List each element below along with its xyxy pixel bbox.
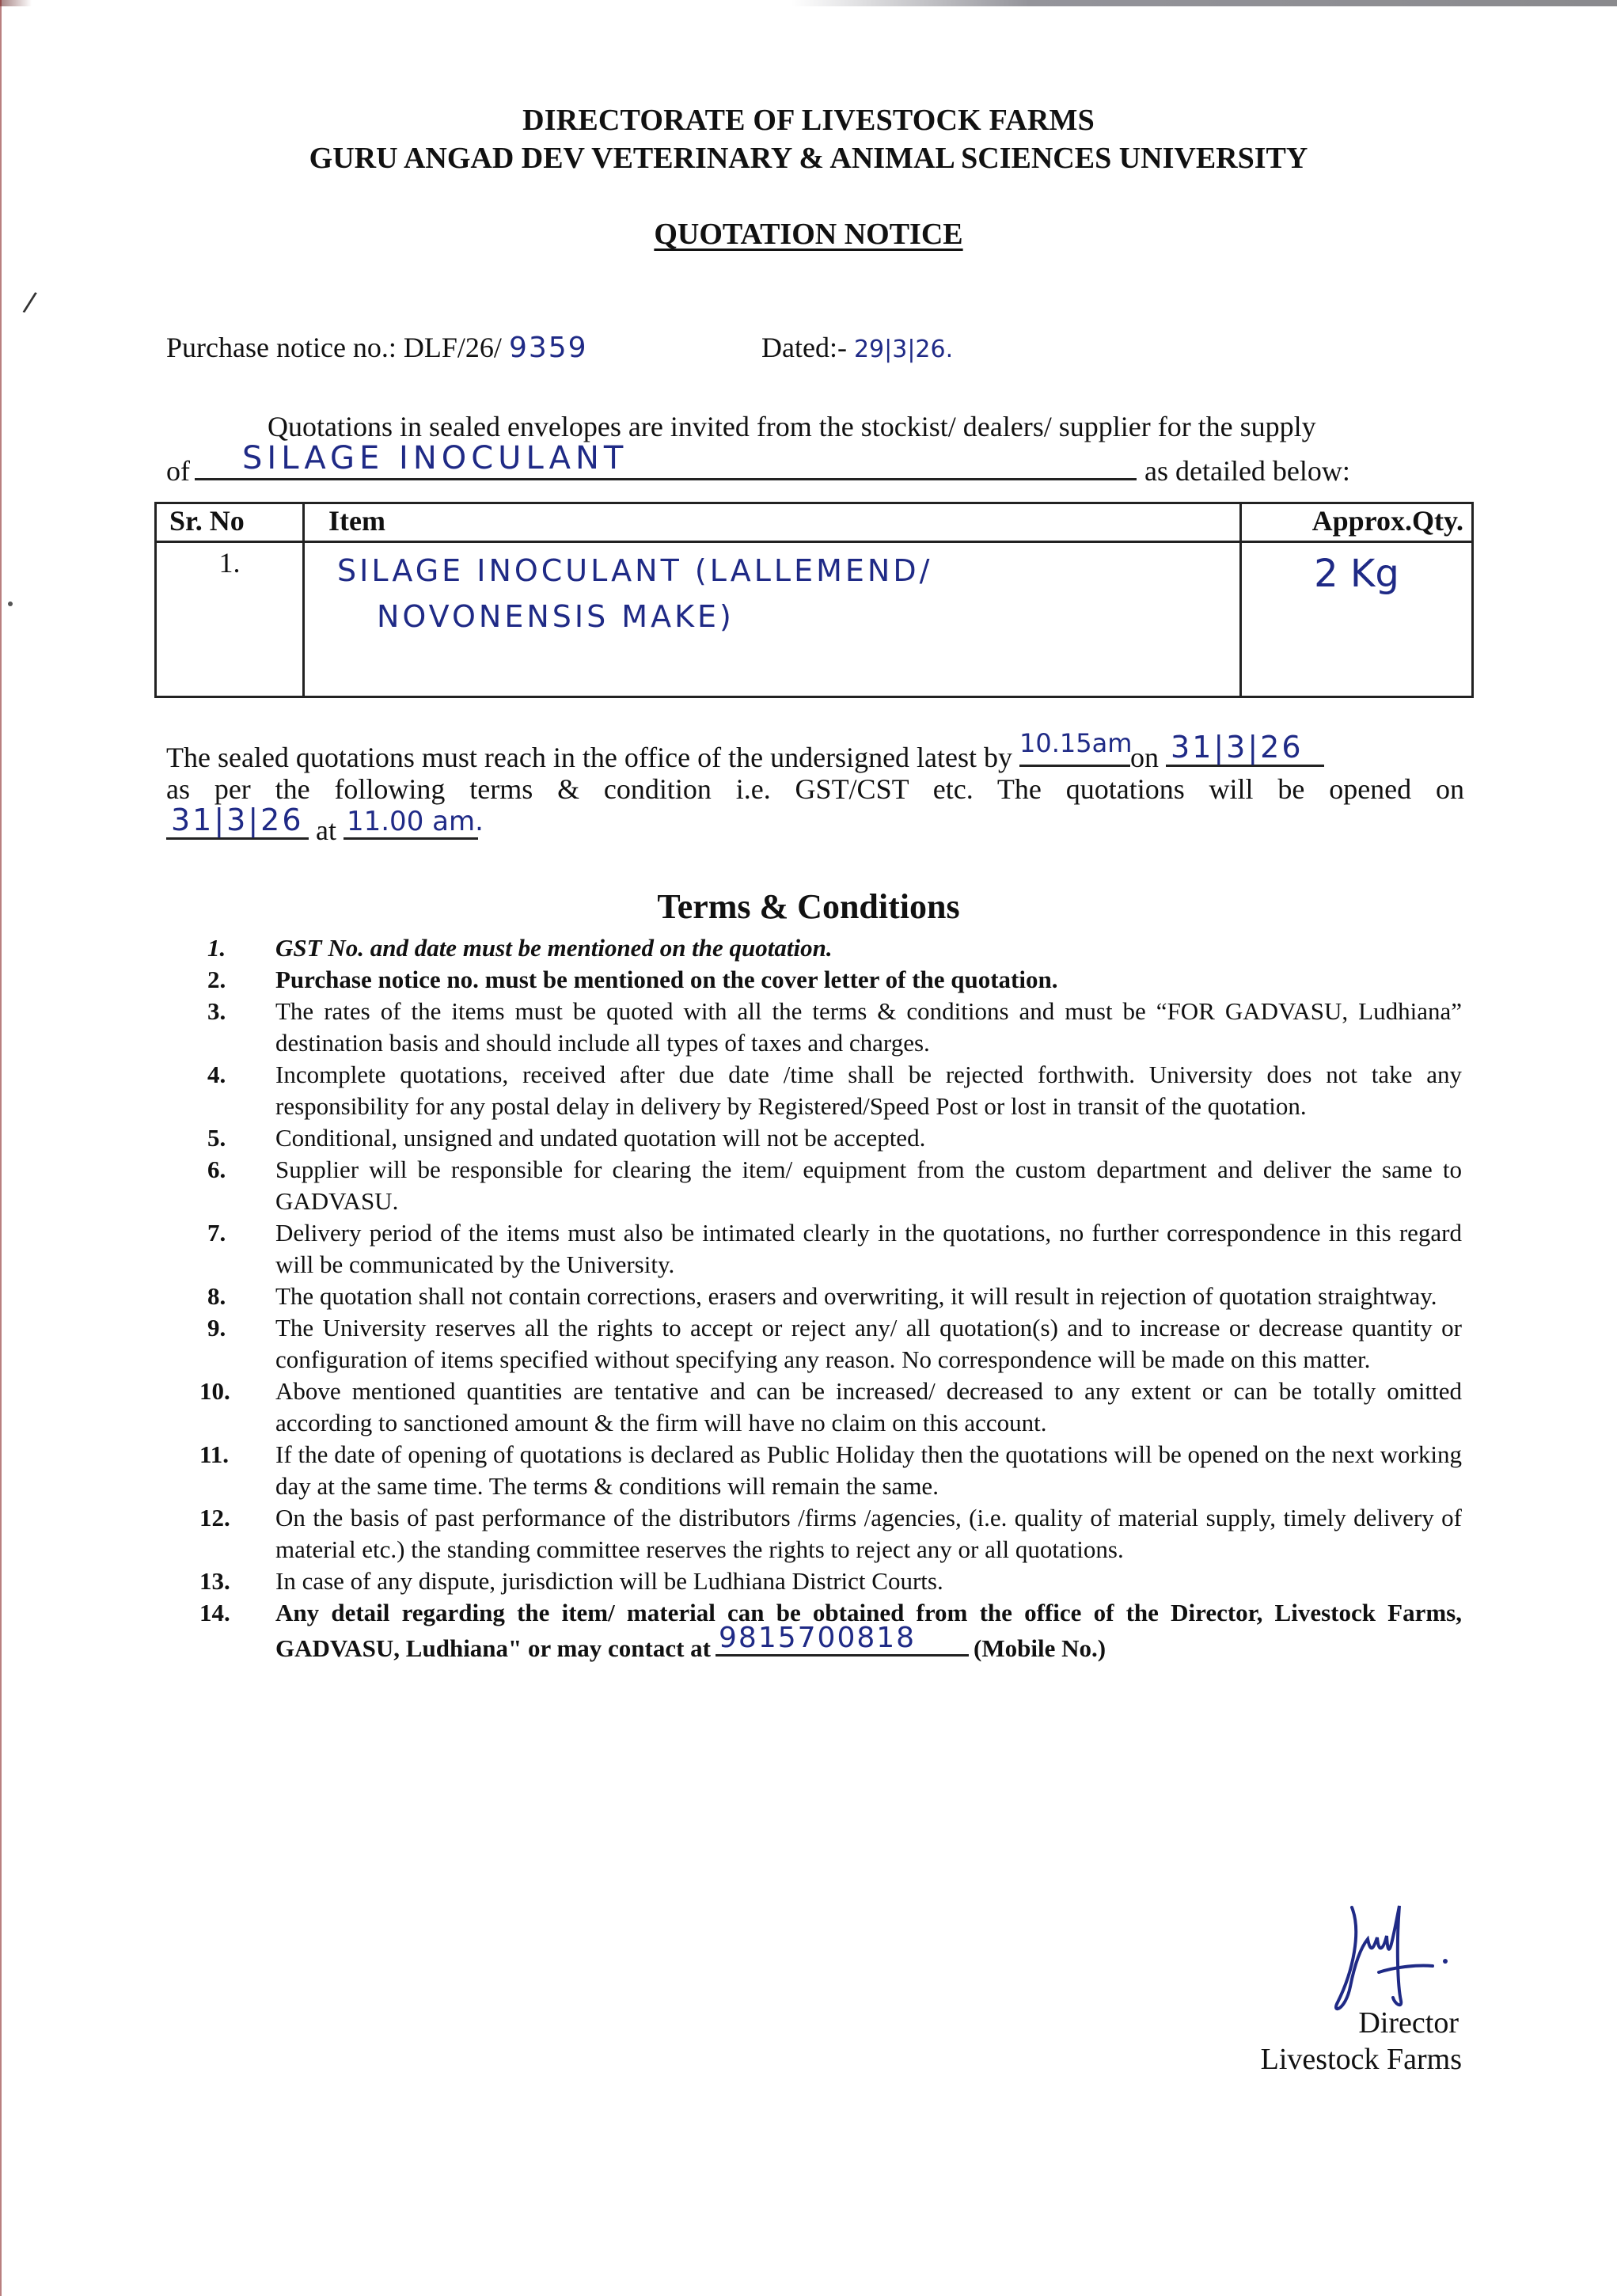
term-text: GST No. and date must be mentioned on the quotation. [275, 934, 833, 962]
header-university: GURU ANGAD DEV VETERINARY & ANIMAL SCIENCES UNIVERSITY [309, 142, 1308, 175]
supply-of-line [166, 440, 1350, 488]
term-number: 11. [199, 1440, 230, 1468]
term-item [199, 1217, 1462, 1281]
dated-label: Dated:- [761, 332, 847, 363]
deadline-time-value: 10.15am [1019, 728, 1133, 758]
term-item [199, 1281, 1462, 1312]
column-sr-no: Sr. No [156, 503, 304, 542]
term-item [199, 932, 1462, 964]
stray-pen-mark: / [21, 286, 39, 319]
signatory-office: Livestock Farms [1260, 2043, 1462, 2076]
term-text: Above mentioned quantities are tentative and can be increased/ decreased to any extent or can be totally omitted according to sanctioned amount & the firm will have no claim on this account. [275, 1377, 1462, 1436]
deadline-line-1 [166, 728, 1324, 774]
column-item: Item [304, 503, 1241, 542]
term-number: 1. [207, 934, 226, 962]
term-text: The University reserves all the rights to accept or reject any/ all quotation(s) and to increase or decrease quantity or configuration of items specified without specifying any reason. No correspondence will be made on this matter. [275, 1314, 1462, 1373]
term-text: Supplier will be responsible for clearing the item/ equipment from the custom department and deliver the same to GADVASU. [275, 1156, 1462, 1215]
cell-sr-no: 1. [156, 542, 304, 697]
term-number: 2. [207, 966, 226, 993]
notice-title [0, 217, 1617, 252]
cell-qty [1241, 542, 1473, 697]
term-number: 5. [207, 1124, 226, 1152]
terms-title: Terms & Conditions [657, 887, 960, 926]
header-directorate: DIRECTORATE OF LIVESTOCK FARMS [522, 104, 1095, 137]
term-number: 3. [207, 997, 226, 1025]
items-table-header [156, 503, 1473, 542]
term-text: Purchase notice no. must be mentioned on the cover letter of the quotation. [275, 966, 1058, 993]
term-item [199, 1565, 1462, 1597]
stray-dot-mark [8, 602, 13, 606]
column-approx-qty: Approx.Qty. [1241, 503, 1473, 542]
at-label: at [316, 814, 336, 846]
term-number: 12. [199, 1504, 230, 1531]
term-item [199, 1154, 1462, 1217]
cell-item [304, 542, 1241, 697]
table-row [156, 542, 1473, 697]
term-text: Delivery period of the items must also be intimated clearly in the quotations, no further correspondence in this regard will be communicated by the University. [275, 1219, 1462, 1278]
term-text: If the date of opening of quotations is declared as Public Holiday then the quotations will be opened on the next working day at the same time. The terms & conditions will remain the same. [275, 1440, 1462, 1500]
term-item [199, 1597, 1462, 1664]
mobile-label: (Mobile No.) [974, 1634, 1106, 1662]
term-text: Conditional, unsigned and undated quotation will not be accepted. [275, 1124, 926, 1152]
dated-value: 29|3|26. [853, 336, 954, 363]
opening-date-field [166, 803, 309, 840]
supply-item-field [195, 440, 1137, 480]
term-number: 8. [207, 1282, 226, 1310]
terms-list [199, 932, 1462, 1664]
purchase-notice-number: 9359 [508, 332, 588, 364]
term-text: The rates of the items must be quoted with all the terms & conditions and must be “FOR GADVASU, Ludhiana” destination basis and should include all types of taxes and charges. [275, 997, 1462, 1057]
deadline-date-value: 31|3|26 [1171, 730, 1304, 765]
on-label: on [1130, 742, 1160, 773]
term-item [199, 1059, 1462, 1122]
dated-line [761, 331, 953, 364]
term-text: Incomplete quotations, received after due date /time shall be rejected forthwith. University does not take any responsibility for any postal delay in delivery by Registered/Speed Post or lost in transit of the quotation. [275, 1061, 1462, 1120]
opening-date-value: 31|3|26 [171, 803, 304, 837]
term-text: In case of any dispute, jurisdiction will be Ludhiana District Courts. [275, 1567, 943, 1595]
term-number: 6. [207, 1156, 226, 1183]
term-item [199, 964, 1462, 996]
scan-edge-left [0, 0, 2, 2296]
scan-edge-top [0, 0, 1617, 6]
mobile-number-field [716, 1622, 969, 1657]
term-item [199, 1439, 1462, 1502]
opening-time-value: 11.00 am. [346, 806, 484, 837]
deadline-line-2: as per the following terms & condition i.e. GST/CST etc. The quotations will be opened on [166, 773, 1464, 805]
invitation-text: Quotations in sealed envelopes are invited from the stockist/ dealers/ supplier for the supply [268, 411, 1316, 442]
term-number: 9. [207, 1314, 226, 1342]
term-item [199, 996, 1462, 1059]
term-number: 7. [207, 1219, 226, 1247]
term-item [199, 1502, 1462, 1565]
term-number: 4. [207, 1061, 226, 1088]
deadline-text: The sealed quotations must reach in the office of the undersigned latest by [166, 742, 1013, 773]
signatory-title: Director [1358, 2006, 1459, 2040]
term-text: The quotation shall not contain corrections, erasers and overwriting, it will result in rejection of quotation straightway. [275, 1282, 1437, 1310]
purchase-notice-label: Purchase notice no.: DLF/26/ [166, 332, 502, 363]
detailed-below-label: as detailed below: [1144, 455, 1350, 487]
term-item [199, 1122, 1462, 1154]
term-number: 14. [199, 1599, 230, 1626]
term-number: 10. [199, 1377, 230, 1405]
mobile-number-value: 9815700818 [719, 1622, 917, 1654]
term-text: Any detail regarding the item/ material can be obtained from the office of the Director, Livestock Farms, GADVASU, Ludhiana" or may contact at [275, 1599, 1462, 1662]
opening-line [166, 803, 484, 847]
supply-item-value: SILAGE INOCULANT [242, 440, 628, 476]
purchase-notice-line [166, 331, 588, 364]
term-text: On the basis of past performance of the distributors /firms /agencies, (i.e. quality of material supply, timely delivery of material etc.) the standing committee reserves the rights to reject any or all quotations. [275, 1504, 1462, 1563]
term-number: 13. [199, 1567, 230, 1595]
term-item [199, 1312, 1462, 1376]
opening-time-field [344, 806, 484, 840]
item-description-line2: NOVONENSIS MAKE) [377, 599, 734, 634]
items-table [154, 502, 1474, 698]
deadline-date-field [1166, 730, 1324, 767]
of-label: of [166, 455, 190, 487]
deadline-time-field [1019, 728, 1133, 767]
item-description-line1: SILAGE INOCULANT (LALLEMEND/ [337, 553, 933, 588]
notice-title-text: QUOTATION NOTICE [654, 218, 963, 251]
director-signature [1330, 1899, 1456, 2018]
qty-value: 2 Kg [1314, 552, 1399, 596]
term-item [199, 1376, 1462, 1439]
